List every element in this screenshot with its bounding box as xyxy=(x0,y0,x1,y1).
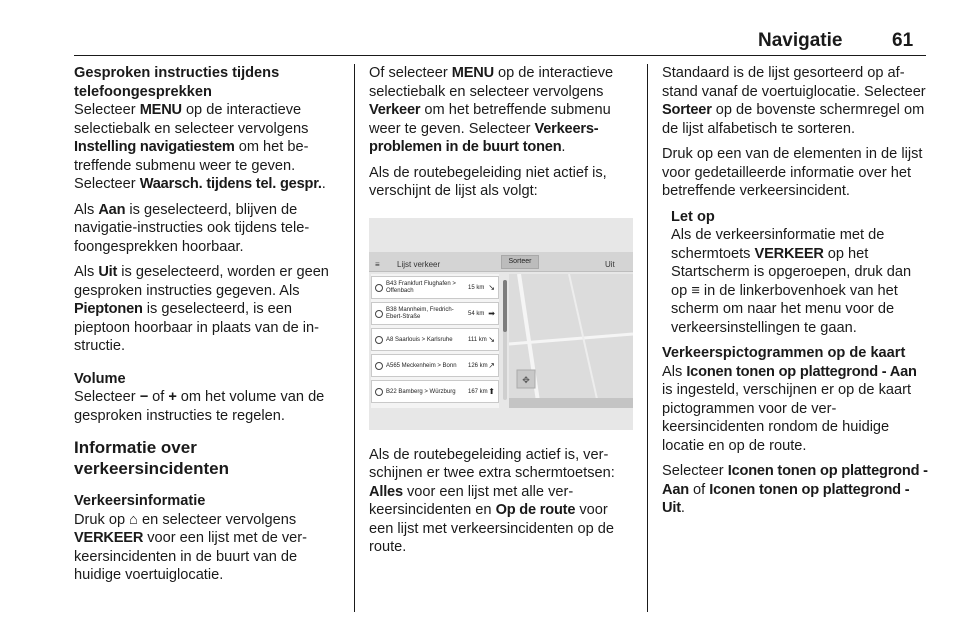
column-separator-1 xyxy=(354,64,355,612)
text: Selecteer xyxy=(74,389,140,405)
text: en selecteer vervolgens xyxy=(137,511,297,528)
text: is geselecteerd, is een pieptoon hoorbaar in plaats van de instructie. xyxy=(74,301,320,354)
list-item xyxy=(371,276,499,299)
route-label: A565 Meckenheim > Bonn xyxy=(386,362,457,369)
text: Als xyxy=(74,201,99,218)
paragraph-verkeer xyxy=(74,511,346,585)
text: Standaard is de lijst gesorteerd op afstand vanaf de voertuiglocatie. Selecteer xyxy=(662,65,926,100)
paragraph-list-intro: Als de routebegeleiding niet actief is, verschijnt de lijst als volgt: xyxy=(369,164,607,199)
heading-verkeersinformatie: Verkeersinformatie xyxy=(74,493,206,509)
paragraph-icons-select xyxy=(662,462,928,518)
screenshot-top-bar xyxy=(369,252,633,272)
heading-traffic-info: Informatie over verkeersincidenten xyxy=(74,438,229,478)
route-label: A8 Saarlouis > Karlsruhe xyxy=(386,336,453,343)
column-2 xyxy=(369,64,633,564)
text: Als de verkeersinformatie met de schermtoets xyxy=(671,227,885,262)
heading-map-icons: Verkeerspictogrammen op de kaart xyxy=(662,345,906,361)
text: in de linkerbovenhoek van het scherm om naar het menu voor de verkeersinstellingen te gaan. xyxy=(671,282,898,336)
text: voor een lijst met alle verkeersincidenten en xyxy=(369,483,574,518)
term-verkeer: Verkeer xyxy=(369,102,421,118)
term-menu: MENU xyxy=(451,65,494,81)
screenshot-expand-bar xyxy=(509,398,633,408)
heading-spoken-instructions: Gesproken instructies tijdens telefoongesprekken xyxy=(74,65,280,100)
paragraph-menu-traffic xyxy=(369,64,633,157)
term-pieptonen: Pieptonen xyxy=(74,301,143,317)
distance-label: 126 km xyxy=(468,362,488,369)
direction-arrow-icon: ↗ xyxy=(488,360,495,370)
text: Als de routebegeleiding actief is, verschijnen er twee extra schermtoetsen: xyxy=(369,446,615,481)
paragraph-sorting xyxy=(662,64,928,138)
text: is ingesteld, verschijnen er op de kaart pictogrammen voor de verkeersincidenten rondom de huidige locatie en op de route. xyxy=(662,382,912,454)
term-uit: Uit xyxy=(98,264,118,280)
direction-arrow-icon: ➡ xyxy=(488,308,495,318)
column-3 xyxy=(662,64,928,525)
list-item xyxy=(371,380,499,403)
text: is geselecteerd, blijven de navigatie-instructies ook tijdens telefoongesprekken hoorbaar. xyxy=(74,201,310,255)
paragraph-active-route xyxy=(369,446,633,557)
term-warning-call: Waarsch. tijdens tel. gespr. xyxy=(139,176,322,192)
plus-icon: + xyxy=(168,389,177,405)
text: . xyxy=(680,500,685,516)
term-sorteer: Sorteer xyxy=(662,102,712,118)
map-roads xyxy=(509,274,633,408)
minus-icon: − xyxy=(139,389,149,405)
term-alles: Alles xyxy=(369,483,403,500)
home-icon: ⌂ xyxy=(129,511,138,528)
distance-label: 15 km xyxy=(468,284,485,291)
paragraph-volume xyxy=(74,388,346,425)
traffic-warning-icon xyxy=(375,310,383,318)
paragraph-aan xyxy=(74,201,346,257)
text: Of selecteer xyxy=(369,65,452,81)
text: of xyxy=(148,389,169,405)
text: op de bovenste schermregel om de lijst alfabetisch te sorteren. xyxy=(662,102,925,137)
traffic-warning-icon xyxy=(375,336,383,344)
term-nearby-problems: Verkeersproblemen in de buurt tonen xyxy=(369,120,599,155)
text: Selecteer xyxy=(662,463,728,479)
screenshot-sort-button: Sorteer xyxy=(501,255,539,269)
term-icons-off: Iconen tonen op plattegrond - Uit xyxy=(662,481,910,516)
text: . xyxy=(561,139,566,155)
term-icons-on: Iconen tonen op plattegrond - Aan xyxy=(686,363,917,380)
screenshot-title: Lijst verkeer xyxy=(397,259,441,269)
distance-label: 111 km xyxy=(468,336,487,343)
text: is geselecteerd, worden er geen gesproken instructies gegeven. Als xyxy=(74,264,329,299)
text: op de interactieve selectiebalk en selecteer vervolgens xyxy=(369,65,614,100)
text: Selecteer xyxy=(74,102,140,118)
screenshot-off-label: Uit xyxy=(605,259,615,269)
term-verkeer: VERKEER xyxy=(74,530,144,546)
note-text xyxy=(671,226,928,337)
paragraph-details: Druk op een van de elementen in de lijst voor gedetailleerde informatie over het betreffende verkeersincident. xyxy=(662,146,923,199)
menu-icon: ≡ xyxy=(375,259,380,269)
menu-icon: ≡ xyxy=(691,282,700,299)
traffic-warning-icon xyxy=(375,388,383,396)
text: op het Startscherm is opgeroepen, druk dan op xyxy=(671,245,912,299)
column-separator-2 xyxy=(647,64,648,612)
svg-text:✥: ✥ xyxy=(522,374,530,385)
term-icons-on: Iconen tonen op plattegrond - Aan xyxy=(662,463,928,498)
route-label: B38 Mannheim, Fredrich-Ebert-Straße xyxy=(386,306,454,320)
term-voice-setting: Instelling navigatiestem xyxy=(74,139,235,155)
term-verkeer: VERKEER xyxy=(754,245,824,262)
page-number: 61 xyxy=(892,30,914,51)
text: voor een lijst met verkeersincidenten op de route. xyxy=(369,502,614,555)
traffic-warning-icon xyxy=(375,362,383,370)
list-item xyxy=(371,328,499,351)
route-label: B43 Frankfurt Flughafen > Offenbach xyxy=(386,280,456,294)
route-label: B22 Bamberg > Würzburg xyxy=(386,388,456,395)
note-title: Let op xyxy=(671,208,715,225)
note-block xyxy=(662,208,928,338)
text: Als xyxy=(662,363,687,380)
screenshot-map xyxy=(509,274,633,408)
distance-label: 167 km xyxy=(468,388,488,395)
screenshot-traffic-list xyxy=(371,274,499,408)
text: of xyxy=(688,481,710,498)
text: op de interactieve selectiebalk en selecteer vervolgens xyxy=(74,102,309,137)
term-op-de-route: Op de route xyxy=(495,502,576,518)
text: Als xyxy=(74,264,99,280)
traffic-warning-icon xyxy=(375,284,383,292)
screenshot-scrollbar xyxy=(503,280,507,400)
heading-volume: Volume xyxy=(74,370,126,387)
column-1 xyxy=(74,64,346,592)
screenshot-scroll-thumb xyxy=(503,280,507,332)
text: . xyxy=(321,176,326,192)
paragraph-icons-on xyxy=(662,363,928,456)
text: om het betreffende submenu weer te geven. Selecteer xyxy=(74,139,309,192)
traffic-list-screenshot xyxy=(369,218,633,430)
list-item xyxy=(371,302,499,325)
term-menu: MENU xyxy=(139,102,182,118)
direction-arrow-icon: ⬆ xyxy=(488,386,495,396)
text: om het betreffende submenu weer te geven. Selecteer xyxy=(369,102,611,137)
direction-arrow-icon: ↘ xyxy=(488,282,495,292)
paragraph-menu-voice xyxy=(74,101,346,194)
header-rule xyxy=(74,55,926,56)
term-aan: Aan xyxy=(98,201,126,218)
paragraph-uit xyxy=(74,263,346,356)
list-item xyxy=(371,354,499,377)
direction-arrow-icon: ↘ xyxy=(488,334,495,344)
text: voor een lijst met de verkeersincidenten in de buurt van de huidige voertuiglocatie. xyxy=(74,530,308,583)
text: om het volume van de gesproken instructies te regelen. xyxy=(74,389,325,424)
text: Druk op xyxy=(74,511,130,528)
distance-label: 54 km xyxy=(468,310,485,317)
page-header-title: Navigatie xyxy=(758,30,843,51)
